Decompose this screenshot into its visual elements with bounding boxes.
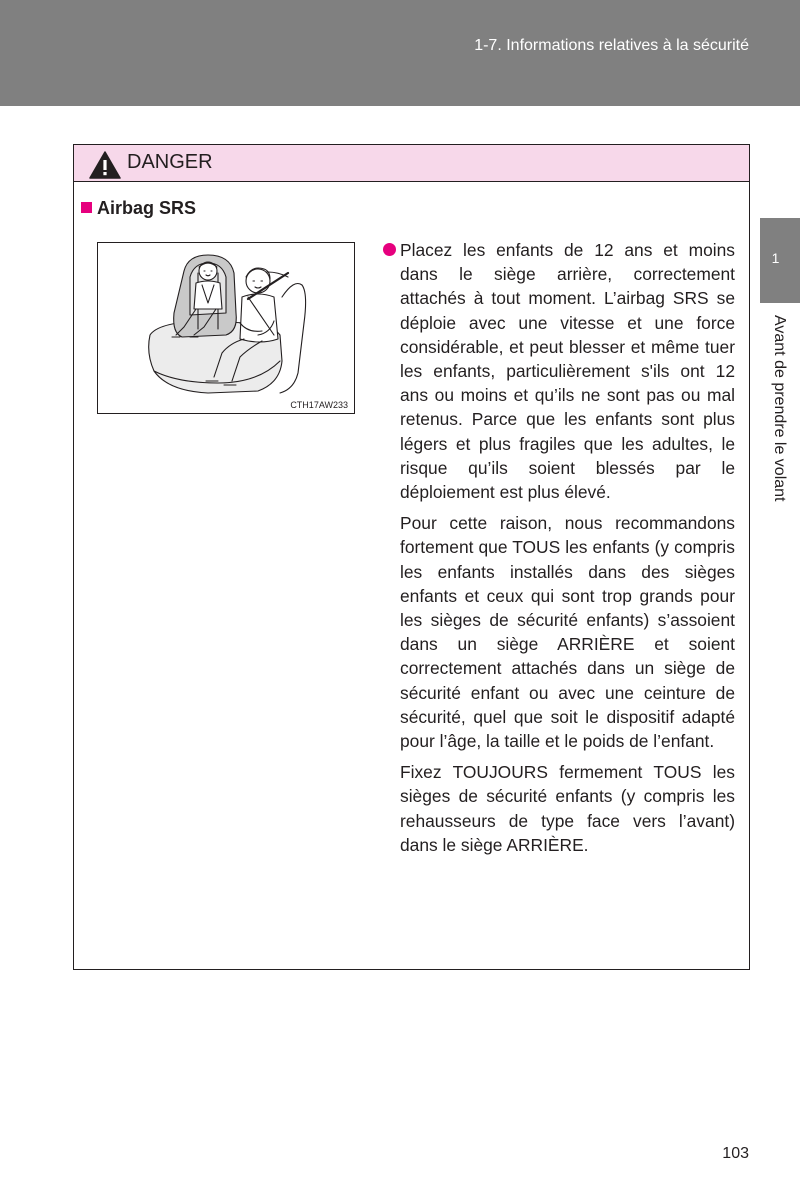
paragraph-2: Pour cette raison, nous recommandons fortement que TOUS les enfants (y compris les enfants installés dans des sièges enfants et ceux qui sont trop grands pour les sièges de sécurité enfants) s’assoient dans un siège ARRIÈRE et soient correctement attachés dans un siège de sécurité enfant ou avec une ceinture de sécurité, quel que soit le dispositif adapté pour l’âge, la taille et le poids de l’enfant.	[400, 513, 735, 752]
danger-box	[73, 144, 750, 970]
body-text	[400, 238, 735, 864]
chapter-title: 1-7. Informations relatives à la sécurité	[474, 37, 749, 54]
section-heading-text: Airbag SRS	[97, 198, 197, 218]
warning-triangle-icon	[89, 151, 121, 179]
paragraph-1-wrap	[400, 238, 735, 504]
danger-box-header	[74, 145, 749, 182]
chapter-number: 1	[771, 250, 780, 266]
chapter-side-label: Avant de prendre le volant	[771, 315, 788, 502]
children-in-car-seat-illustration	[98, 243, 354, 413]
chapter-tab	[760, 218, 800, 303]
square-bullet-icon	[81, 202, 92, 213]
figure-code: CTH17AW233	[290, 400, 348, 410]
circle-bullet-icon	[383, 243, 396, 256]
page-number: 103	[722, 1145, 749, 1162]
illustration-figure	[97, 242, 355, 414]
page-header	[0, 0, 800, 106]
paragraph-3: Fixez TOUJOURS fermement TOUS les sièges de sécurité enfants (y compris les rehausseurs de type face vers l’avant) dans le siège ARRIÈRE.	[400, 762, 735, 855]
paragraph-1: Placez les enfants de 12 ans et moins dans le siège arrière, correctement attachés à tout moment. L’airbag SRS se déploie avec une vitesse et une force considérable, et peut blesser et même tuer les enfants, particulièrement s'ils ont 12 ans ou moins et qu’ils ne sont pas ou mal retenus. Parce que les enfants sont plus légers et plus fragiles que les adultes, le risque qu’ils soient blessés par le déploiement est plus élevé.	[400, 240, 735, 503]
section-heading	[81, 198, 196, 219]
danger-title: DANGER	[127, 151, 213, 173]
